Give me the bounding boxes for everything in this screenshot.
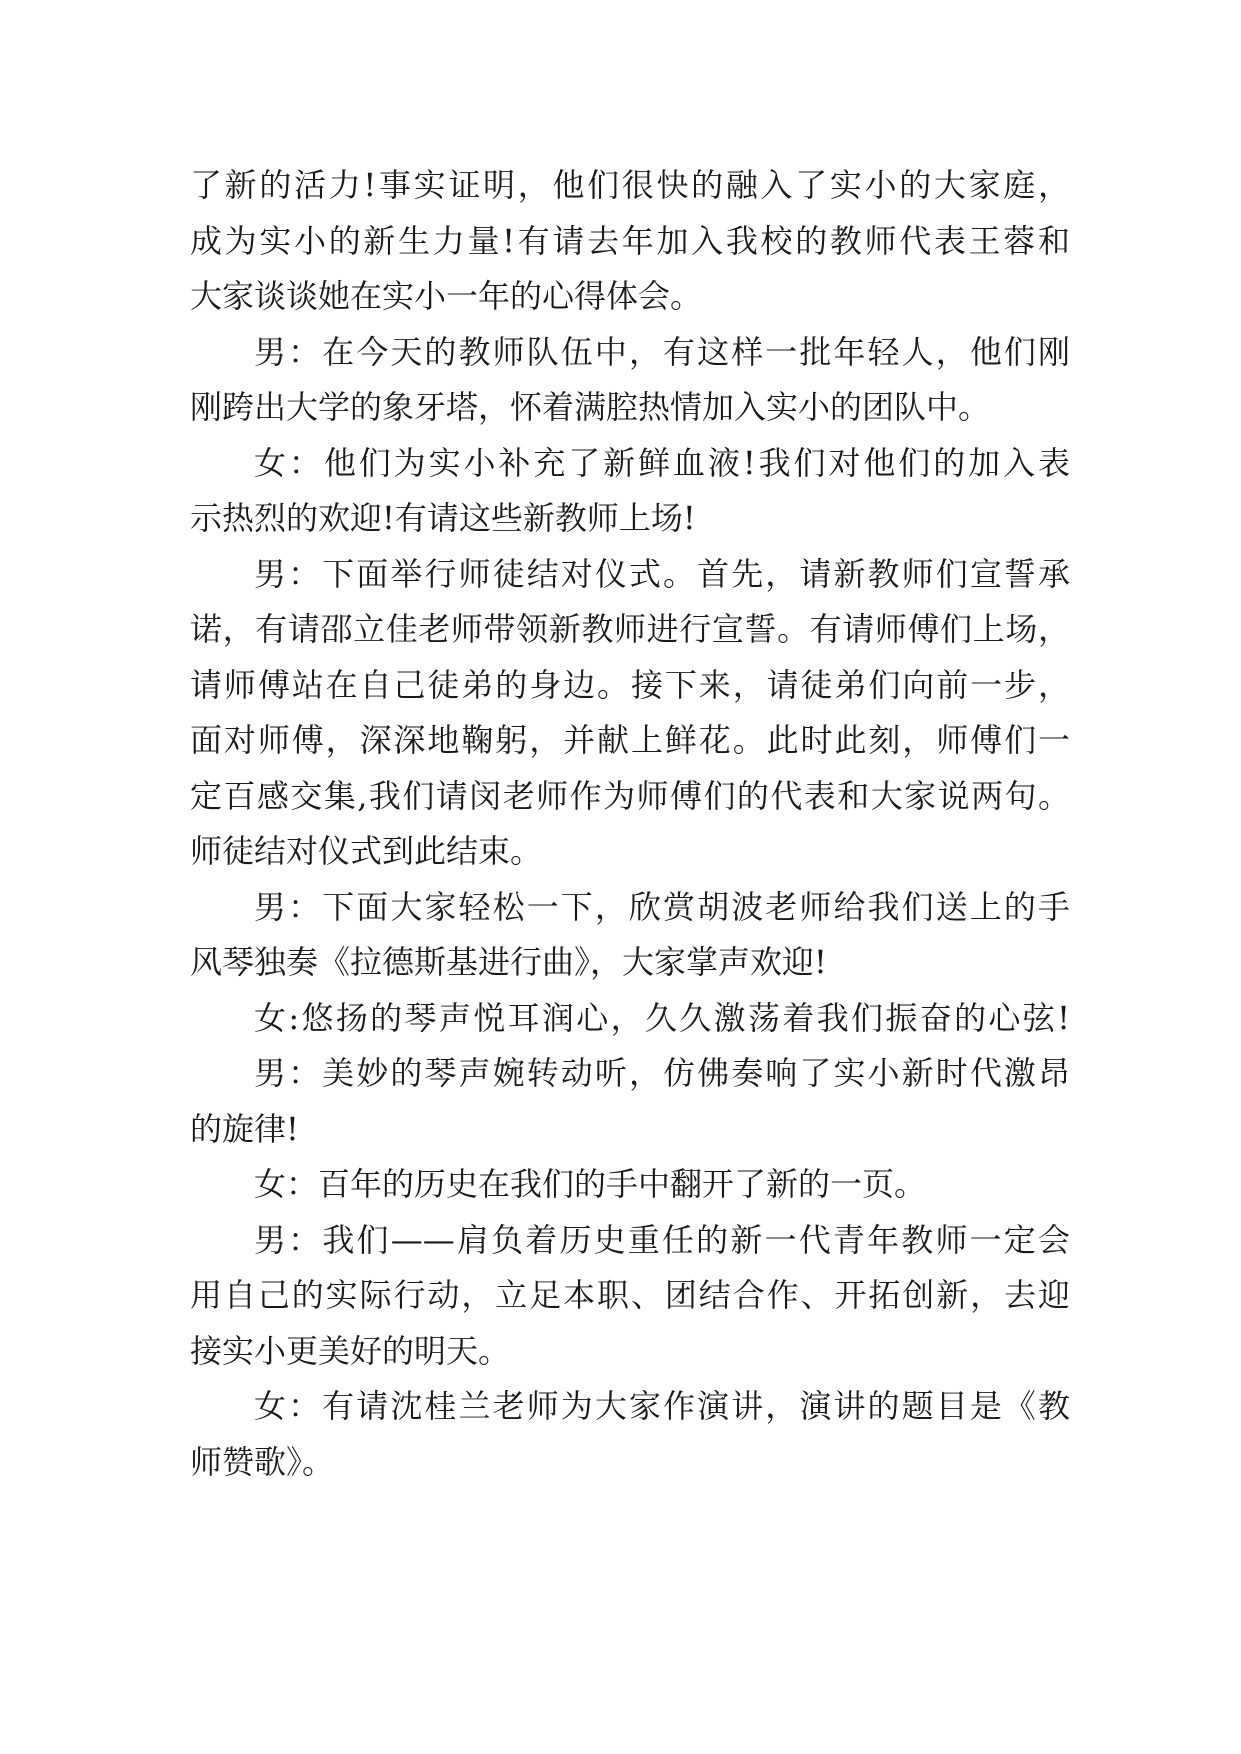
text-line: 女：有请沈桂兰老师为大家作演讲，演讲的题目是《教	[254, 1387, 1070, 1425]
text-line: 面对师傅，深深地鞠躬，并献上鲜花。此时此刻，师傅们一	[190, 721, 1070, 759]
text-line: 示热烈的欢迎!有请这些新教师上场!	[190, 499, 696, 537]
text-line: 诺，有请邵立佳老师带领新教师进行宣誓。有请师傅们上场，	[190, 610, 1070, 648]
text-line: 男：下面举行师徒结对仪式。首先，请新教师们宣誓承	[254, 554, 1070, 593]
text-line: 成为实小的新生力量!有请去年加入我校的教师代表王蓉和	[190, 221, 1070, 260]
text-line: 接实小更美好的明天。	[190, 1331, 511, 1370]
text-line: 师徒结对仪式到此结束。	[190, 832, 543, 870]
text-line: 风琴独奏《拉德斯基进行曲》，大家掌声欢迎!	[190, 943, 827, 981]
text-line: 女:悠扬的琴声悦耳润心，久久激荡着我们振奋的心弦!	[254, 998, 1070, 1037]
text-line: 男：在今天的教师队伍中，有这样一批年轻人，他们刚	[254, 332, 1070, 371]
text-line: 女：百年的历史在我们的手中翻开了新的一页。	[254, 1165, 927, 1203]
text-line: 用自己的实际行动，立足本职、团结合作、开拓创新，去迎	[190, 1276, 1070, 1314]
text-line: 大家谈谈她在实小一年的心得体会。	[190, 277, 703, 315]
text-line: 定百感交集,我们请闵老师作为师傅们的代表和大家说两句。	[190, 776, 1070, 815]
text-line: 男：我们——肩负着历史重任的新一代青年教师一定会	[254, 1220, 1070, 1259]
text-line: 了新的活力!事实证明，他们很快的融入了实小的大家庭，	[190, 166, 1070, 204]
text-line: 男：美妙的琴声婉转动听，仿佛奏响了实小新时代激昂	[254, 1054, 1070, 1092]
text-line: 请师傅站在自己徒弟的身边。接下来，请徒弟们向前一步，	[190, 665, 1070, 704]
document-body	[190, 158, 1070, 1490]
text-line: 师赞歌》。	[190, 1442, 335, 1481]
text-line: 刚跨出大学的象牙塔，怀着满腔热情加入实小的团队中。	[190, 388, 991, 426]
text-line: 男：下面大家轻松一下，欣赏胡波老师给我们送上的手	[254, 887, 1070, 926]
text-line: 女：他们为实小补充了新鲜血液!我们对他们的加入表	[254, 443, 1070, 482]
text-line: 的旋律!	[190, 1109, 299, 1148]
